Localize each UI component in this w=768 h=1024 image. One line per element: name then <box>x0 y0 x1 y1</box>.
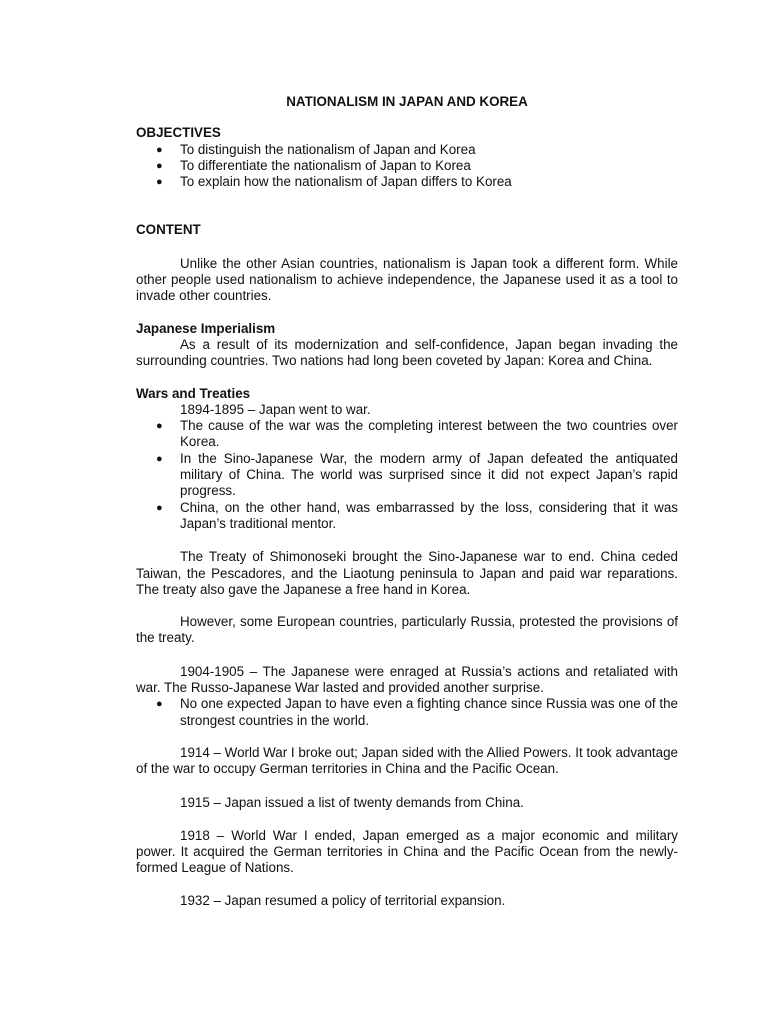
wars-bullet-item: ● The cause of the war was the completing interest between the two countries over Korea. <box>156 418 678 450</box>
bullet-icon: ● <box>156 698 163 711</box>
wars-bullet-item: ● China, on the other hand, was embarrassed by the loss, considering that it was Japan’s traditional mentor. <box>156 499 678 531</box>
russo-bullet-list <box>136 696 678 729</box>
expansion-paragraph: 1932 – Japan resumed a policy of territorial expansion. <box>180 892 506 908</box>
bullet-icon: ● <box>156 159 163 172</box>
wars-bullet-item: ● In the Sino-Japanese War, the modern army of Japan defeated the antiquated military of China. The world was surprised since it did not expect Japan’s rapid progress. <box>156 450 678 499</box>
bullet-icon: ● <box>156 501 163 514</box>
document-title: NATIONALISM IN JAPAN AND KOREA <box>286 94 528 109</box>
treaty-paragraph: The Treaty of Shimonoseki brought the Sino-Japanese war to end. China ceded Taiwan, the Pescadores, and the Liaotung peninsula to Japan and paid war reparations. The treaty also gave the Japanese a free hand in Korea. <box>136 549 678 597</box>
europe-paragraph: However, some European countries, particularly Russia, protested the provisions of the treaty. <box>136 614 678 646</box>
wars-bullet-list <box>136 418 678 532</box>
wars-heading: Wars and Treaties <box>136 385 251 401</box>
russo-bullet-item: ● No one expected Japan to have even a fighting chance since Russia was one of the strongest countries in the world. <box>156 696 678 728</box>
ww1-end-paragraph: 1918 – World War I ended, Japan emerged as a major economic and military power. It acquired the German territories in China and the Pacific Ocean from the newly-formed League of Nations. <box>136 827 678 876</box>
objective-item: ● To explain how the nationalism of Japan differs to Korea <box>156 174 512 190</box>
intro-paragraph: Unlike the other Asian countries, nationalism is Japan took a different form. While other people used nationalism to achieve independence, the Japanese used it as a tool to invade other countries. <box>136 255 678 304</box>
objectives-heading: OBJECTIVES <box>136 125 221 141</box>
bullet-icon: ● <box>156 420 163 433</box>
imperialism-paragraph: As a result of its modernization and self-confidence, Japan began invading the surrounding countries. Two nations had long been coveted by Japan: Korea and China. <box>136 336 678 369</box>
objective-item: ● To distinguish the nationalism of Japan and Korea <box>156 141 476 157</box>
imperialism-heading: Japanese Imperialism <box>136 320 276 336</box>
bullet-icon: ● <box>156 452 163 465</box>
russo-paragraph: 1904-1905 – The Japanese were enraged at Russia’s actions and retaliated with war. The Russo-Japanese War lasted and provided another surprise. <box>136 663 678 696</box>
demands-paragraph: 1915 – Japan issued a list of twenty demands from China. <box>180 794 524 810</box>
objective-item: ● To differentiate the nationalism of Japan to Korea <box>156 157 471 173</box>
ww1-paragraph: 1914 – World War I broke out; Japan sided with the Allied Powers. It took advantage of the war to occupy German territories in China and the Pacific Ocean. <box>136 744 678 777</box>
document-page <box>136 94 678 909</box>
bullet-icon: ● <box>156 143 163 156</box>
objectives-list <box>136 142 678 191</box>
bullet-icon: ● <box>156 176 163 189</box>
wars-first-line: 1894-1895 – Japan went to war. <box>180 401 371 417</box>
content-heading: CONTENT <box>136 222 201 238</box>
